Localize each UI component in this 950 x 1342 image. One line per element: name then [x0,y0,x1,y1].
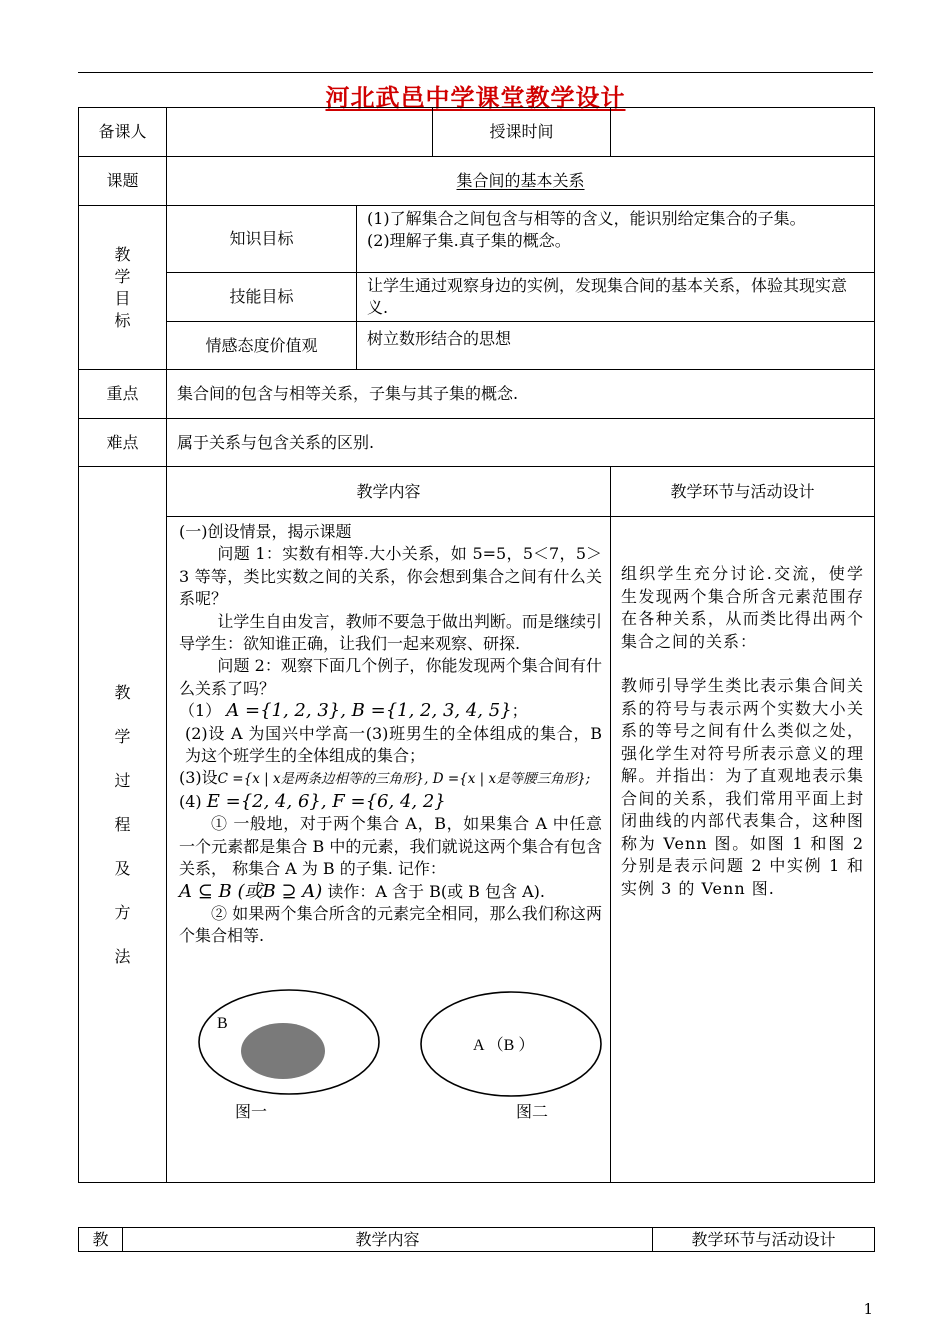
teaching-content [167,517,611,1183]
attitude-goal-text: 树立数形结合的思想 [357,322,875,370]
subset-definition: ① 一般地，对于两个集合 A，B，如果集合 A 中任意一个元素都是集合 B 中的元素，我们就说这两个集合有包含关系， 称集合 A 为 B 的子集. 记作： A ⊆ B (或B ⊇ A) 读作：A 含于 B(或 B 包含 A). [179,814,603,902]
page-title: 河北武邑中学课堂教学设计 [325,83,626,112]
venn-1-inner-ellipse [241,1023,325,1079]
lesson-plan-table [78,107,875,1183]
equality-definition: ② 如果两个集合所含的元素完全相同，那么我们称这两个集合相等. [179,903,603,946]
key-point-label: 重点 [79,370,167,419]
topic-label: 课题 [79,157,167,206]
next-page-col3: 教学环节与活动设计 [653,1228,875,1252]
next-page-table-header [78,1227,875,1252]
content-header: 教学内容 [167,467,611,517]
next-page-col2: 教学内容 [123,1228,653,1252]
top-rule [78,72,873,73]
time-value [611,108,875,157]
skill-goal-label: 技能目标 [167,273,357,322]
preparer-label: 备课人 [79,108,167,157]
topic-value: 集合间的基本关系 [167,157,875,206]
question-2: 问题 2：观察下面几个例子，你能发现两个集合间有什么关系了吗？ [179,656,603,698]
attitude-goal-label: 情感态度价值观 [167,322,357,370]
figure-1-caption: 图一 [235,1101,268,1121]
key-point-text: 集合间的包含与相等关系，子集与其子集的概念. [167,370,875,419]
activity-paragraph-2: 教师引导学生类比表示集合间关系的符号与表示两个实数大小关系的等号之间有什么类似之处，强化学生对符号所表示意义的理解。并指出：为了直观地表示集合间的关系，我们常用平面上封闭曲线的内部代表集合，这种图称为 Venn 图。如图 1 和图 2 分别是表示问题 2 中实例 1 和实例 3 的 Venn 图. [621,676,865,898]
difficulty-text: 属于关系与包含关系的区别. [167,419,875,467]
example-1: （1） A ={1, 2, 3}, B ={1, 2, 3, 4, 5}； [179,700,528,722]
goals-label: 教 学 目 标 [79,206,167,370]
process-label: 教 学 过 程 及 方 法 [79,467,167,1183]
difficulty-label: 难点 [79,419,167,467]
next-page-col1: 教 [79,1228,123,1252]
example-3: (3)设C ={x | x是两条边相等的三角形}, D ={x | x是等腰三角形}; [179,768,591,788]
question-1: 问题 1：实数有相等.大小关系，如 5=5，5＜7，5＞3 等等，类比实数之间的关系，你会想到集合之间有什么关系呢？ [179,544,603,609]
example-2: (2)设 A 为国兴中学高一(3)班男生的全体组成的集合，B 为这个班学生的全体组成的集合； [185,723,603,766]
figure-2-caption: 图二 [516,1101,549,1121]
time-label: 授课时间 [433,108,611,157]
activity-design [611,517,875,1183]
section-heading: (一)创设情景，揭示课题 [179,522,352,541]
skill-goal-text: 让学生通过观察身边的实例，发现集合间的基本关系，体验其现实意义. [357,273,875,322]
discussion-text: 让学生自由发言，教师不要急于做出判断。而是继续引导学生：欲知谁正确，让我们一起来观察、研探. [179,611,603,654]
knowledge-goal-label: 知识目标 [167,206,357,273]
activity-header: 教学环节与活动设计 [611,467,875,517]
knowledge-goal-text: (1)了解集合之间包含与相等的含义，能识别给定集合的子集。 (2)理解子集.真子集的概念。 [357,206,875,273]
venn-2-label: A （B ） [473,1036,535,1054]
activity-paragraph-1: 组织学生充分讨论.交流，使学生发现两个集合所含元素范围存在各种关系，从而类比得出两个集合之间的关系： [621,564,865,651]
page-number: 1 [863,1300,873,1318]
example-4: (4) E ={2, 4, 6}, F ={6, 4, 2} [179,790,446,812]
venn-diagrams [179,984,649,1124]
venn-1-label: B [217,1014,228,1032]
preparer-value [167,108,433,157]
